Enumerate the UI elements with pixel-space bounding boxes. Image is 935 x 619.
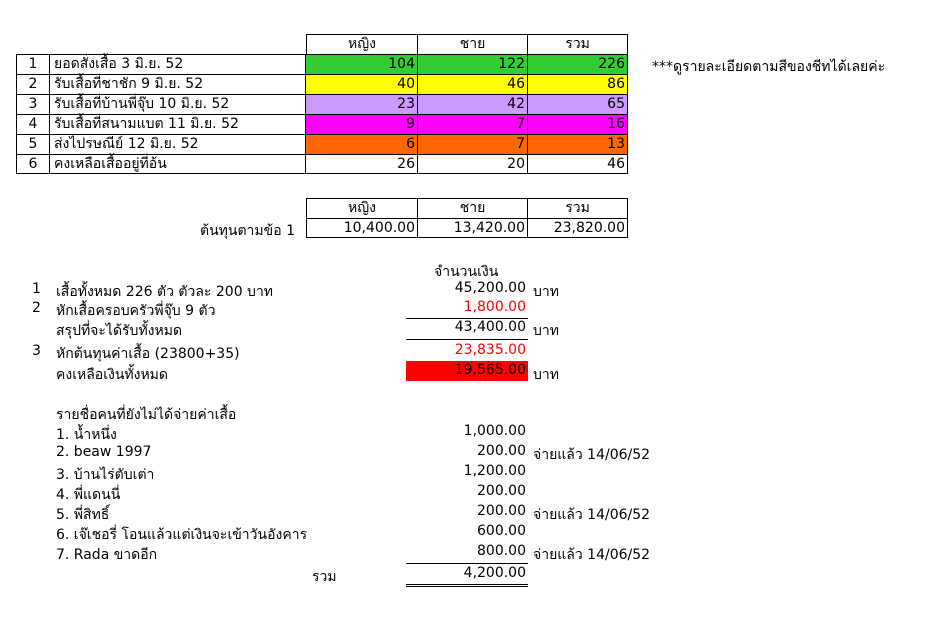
row-label: ส่งไปรษณีย์ 12 มิ.ย. 52 (50, 134, 306, 154)
calc-label: สรุปที่จะได้รับทั้งหมด (56, 323, 183, 339)
unpaid-name: 7. Rada ขาดอีก (56, 547, 158, 563)
header-male: ชาย (418, 34, 528, 54)
unpaid-name: 2. beaw 1997 (56, 444, 152, 460)
cost-header-female: หญิง (306, 198, 418, 218)
male-count: 46 (418, 74, 528, 94)
row-number: 2 (16, 74, 50, 94)
cost-male: 13,420.00 (418, 218, 528, 238)
total-count: 13 (528, 134, 628, 154)
calc-no: 3 (32, 343, 41, 359)
calc-label: เสื้อทั้งหมด 226 ตัว ตัวละ 200 บาท (56, 284, 274, 300)
header-total: รวม (528, 34, 628, 54)
male-count: 7 (418, 134, 528, 154)
female-count: 40 (306, 74, 418, 94)
unpaid-name: 5. พี่สิทธิ์ (56, 507, 110, 523)
calc-amount: 1,800.00 (463, 299, 526, 315)
calc-unit: บาท (533, 367, 559, 383)
row-label: คงเหลือเสื้ออยู่ที่อ้น (50, 154, 306, 174)
amount-header: จำนวนเงิน (434, 264, 499, 280)
calc-no: 1 (32, 281, 41, 297)
row-number: 5 (16, 134, 50, 154)
row-number: 1 (16, 54, 50, 74)
row-label: รับเสื้อที่สนามแบต 11 มิ.ย. 52 (50, 114, 306, 134)
total-count: 65 (528, 94, 628, 114)
unpaid-amount: 200.00 (477, 503, 526, 519)
total-count: 226 (528, 54, 628, 74)
calc-amount: 43,400.00 (454, 319, 526, 335)
unpaid-amount: 600.00 (477, 523, 526, 539)
unpaid-note: จ่ายแล้ว 14/06/52 (533, 547, 651, 563)
unpaid-name: 6. เจ๊เชอรี่ โอนแล้วแต่เงินจะเข้าวันอังคาร (56, 527, 308, 543)
cost-header-total: รวม (528, 198, 628, 218)
row-label: รับเสื้อที่บ้านพี่จุ๊บ 10 มิ.ย. 52 (50, 94, 306, 114)
unpaid-title: รายชื่อคนที่ยังไม่ได้จ่ายค่าเสื้อ (56, 407, 237, 423)
unpaid-amount: 1,000.00 (463, 423, 526, 439)
calc-label: หักเสื้อครอบครัวพี่จุ๊บ 9 ตัว (56, 303, 216, 319)
male-count: 42 (418, 94, 528, 114)
unpaid-name: 4. พี่แดนนี่ (56, 487, 121, 503)
male-count: 7 (418, 114, 528, 134)
remaining-amount: 19,565.00 (406, 361, 528, 381)
unpaid-amount: 800.00 (477, 543, 526, 559)
row-number: 4 (16, 114, 50, 134)
female-count: 23 (306, 94, 418, 114)
cost-total: 23,820.00 (528, 218, 628, 238)
row-number: 3 (16, 94, 50, 114)
header-female: หญิง (306, 34, 418, 54)
female-count: 9 (306, 114, 418, 134)
cost-female: 10,400.00 (306, 218, 418, 238)
unpaid-note: จ่ายแล้ว 14/06/52 (533, 447, 651, 463)
total-count: 86 (528, 74, 628, 94)
calc-unit: บาท (533, 284, 559, 300)
row-label: ยอดสั่งเสื้อ 3 มิ.ย. 52 (50, 54, 306, 74)
unpaid-amount: 1,200.00 (463, 463, 526, 479)
calc-unit: บาท (533, 323, 559, 339)
calc-no: 2 (32, 300, 41, 316)
calc-amount: 23,835.00 (454, 342, 526, 358)
row-label: รับเสื้อที่ชาชัก 9 มิ.ย. 52 (50, 74, 306, 94)
unpaid-total-label: รวม (312, 569, 337, 585)
color-note: ***ดูรายละเอียดตามสีของชีทได้เลยค่ะ (652, 59, 886, 75)
female-count: 6 (306, 134, 418, 154)
subtotal-line (406, 339, 528, 340)
male-count: 122 (418, 54, 528, 74)
unpaid-name: 1. น้ำหนึ่ง (56, 427, 117, 443)
calc-label: หักต้นทุนค่าเสื้อ (23800+35) (56, 346, 240, 362)
female-count: 26 (306, 154, 418, 174)
total-count: 46 (528, 154, 628, 174)
cost-label: ต้นทุนตามข้อ 1 (200, 223, 295, 239)
total-count: 16 (528, 114, 628, 134)
cost-header-male: ชาย (418, 198, 528, 218)
row-number: 6 (16, 154, 50, 174)
unpaid-note: จ่ายแล้ว 14/06/52 (533, 507, 651, 523)
unpaid-amount: 200.00 (477, 443, 526, 459)
male-count: 20 (418, 154, 528, 174)
unpaid-amount: 200.00 (477, 483, 526, 499)
unpaid-name: 3. บ้านไร่ตับเต่า (56, 467, 155, 483)
unpaid-total: 4,200.00 (406, 563, 528, 587)
calc-label: คงเหลือเงินทั้งหมด (56, 367, 169, 383)
calc-amount: 45,200.00 (454, 280, 526, 296)
female-count: 104 (306, 54, 418, 74)
